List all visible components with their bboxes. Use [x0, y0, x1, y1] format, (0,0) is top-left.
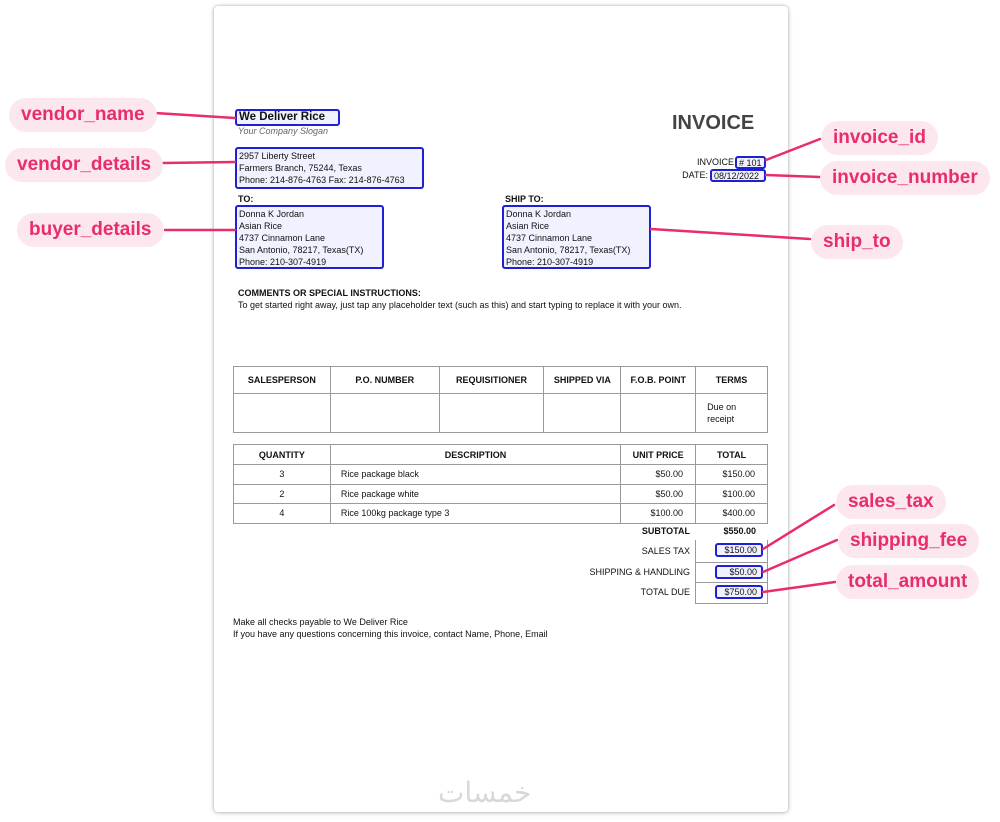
ship-to-line: Asian Rice: [506, 221, 550, 231]
ship-to-details: [502, 205, 651, 269]
summary-divider: [695, 582, 768, 583]
col-header-description: DESCRIPTION: [330, 445, 620, 465]
col-header-salesperson: SALESPERSON: [234, 367, 331, 394]
unit-price-cell: $50.00: [621, 465, 696, 485]
annotation-vendor-details: vendor_details: [5, 148, 163, 182]
fob-point-cell: [621, 394, 696, 433]
invoice-date-value: 08/12/2022: [710, 169, 766, 182]
company-slogan: Your Company Slogan: [238, 126, 329, 136]
invoice-id-value: # 101: [735, 156, 766, 169]
table-row: [234, 484, 768, 504]
to-label: TO:: [238, 194, 254, 204]
vendor-address-line1: 2957 Liberty Street: [239, 151, 316, 161]
buyer-line: Donna K Jordan: [239, 209, 305, 219]
order-info-table: [233, 366, 768, 433]
desc-cell: Rice package white: [330, 484, 620, 504]
col-header-fob-point: F.O.B. POINT: [621, 367, 696, 394]
footer-line1: Make all checks payable to We Deliver Rice: [233, 617, 408, 627]
col-header-total: TOTAL: [696, 445, 768, 465]
desc-cell: Rice package black: [330, 465, 620, 485]
footer-text: [233, 616, 548, 640]
annotation-shipping-fee: shipping_fee: [838, 524, 979, 558]
qty-cell: 2: [234, 484, 331, 504]
buyer-line: 4737 Cinnamon Lane: [239, 233, 326, 243]
col-header-unit-price: UNIT PRICE: [621, 445, 696, 465]
sales-tax-value: $150.00: [715, 543, 763, 557]
table-row: [234, 504, 768, 524]
col-header-shipped-via: SHIPPED VIA: [544, 367, 621, 394]
vendor-address-line2: Farmers Branch, 75244, Texas: [239, 163, 362, 173]
footer-line2: If you have any questions concerning this invoice, contact Name, Phone, Email: [233, 629, 548, 639]
items-table: [233, 444, 768, 524]
table-row: [234, 465, 768, 485]
ship-to-line: San Antonio, 78217, Texas(TX): [506, 245, 631, 255]
annotation-total-amount: total_amount: [836, 565, 979, 599]
buyer-line: Asian Rice: [239, 221, 283, 231]
qty-cell: 4: [234, 504, 331, 524]
terms-cell: [696, 394, 768, 433]
col-header-po-number: P.O. NUMBER: [330, 367, 439, 394]
buyer-details: [235, 205, 384, 269]
total-due-label: TOTAL DUE: [640, 587, 690, 597]
salesperson-cell: [234, 394, 331, 433]
terms-line: Due on: [707, 402, 737, 412]
unit-price-cell: $50.00: [621, 484, 696, 504]
annotation-sales-tax: sales_tax: [836, 485, 946, 519]
buyer-line: San Antonio, 78217, Texas(TX): [239, 245, 364, 255]
invoice-date-label: DATE:: [682, 170, 708, 180]
annotation-buyer-details: buyer_details: [17, 213, 164, 247]
sales-tax-label: SALES TAX: [641, 546, 690, 556]
shipping-value: $50.00: [715, 565, 763, 579]
desc-cell: Rice 100kg package type 3: [330, 504, 620, 524]
annotation-invoice-number: invoice_number: [820, 161, 990, 195]
col-header-terms: TERMS: [696, 367, 768, 394]
requisitioner-cell: [439, 394, 544, 433]
annotation-invoice-id: invoice_id: [821, 121, 938, 155]
qty-cell: 3: [234, 465, 331, 485]
total-due-value: $750.00: [715, 585, 763, 599]
buyer-line: Phone: 210-307-4919: [239, 257, 327, 267]
vendor-details: [235, 147, 424, 189]
unit-price-cell: $100.00: [621, 504, 696, 524]
col-header-quantity: QUANTITY: [234, 445, 331, 465]
comments-heading: COMMENTS OR SPECIAL INSTRUCTIONS:: [238, 288, 421, 298]
comments-text: To get started right away, just tap any placeholder text (such as this) and start typing to replace it with your own.: [238, 300, 682, 310]
subtotal-value: $550.00: [723, 526, 756, 536]
subtotal-label: SUBTOTAL: [641, 526, 690, 536]
total-cell: $400.00: [696, 504, 768, 524]
invoice-title: INVOICE: [672, 112, 755, 134]
shipped-via-cell: [544, 394, 621, 433]
ship-to-line: Phone: 210-307-4919: [506, 257, 594, 267]
annotation-ship-to: ship_to: [811, 225, 903, 259]
invoice-number-label: INVOICE: [696, 157, 734, 167]
watermark: خمسات: [438, 776, 532, 809]
shipping-label: SHIPPING & HANDLING: [589, 567, 690, 577]
vendor-phone-fax: Phone: 214-876-4763 Fax: 214-876-4763: [239, 175, 405, 185]
terms-line: receipt: [707, 414, 735, 424]
ship-to-label: SHIP TO:: [505, 194, 544, 204]
vendor-name: We Deliver Rice: [235, 109, 340, 126]
summary-divider: [695, 562, 768, 563]
ship-to-line: 4737 Cinnamon Lane: [506, 233, 593, 243]
ship-to-line: Donna K Jordan: [506, 209, 572, 219]
total-cell: $150.00: [696, 465, 768, 485]
annotation-vendor-name: vendor_name: [9, 98, 157, 132]
total-cell: $100.00: [696, 484, 768, 504]
col-header-requisitioner: REQUISITIONER: [439, 367, 544, 394]
po-number-cell: [330, 394, 439, 433]
